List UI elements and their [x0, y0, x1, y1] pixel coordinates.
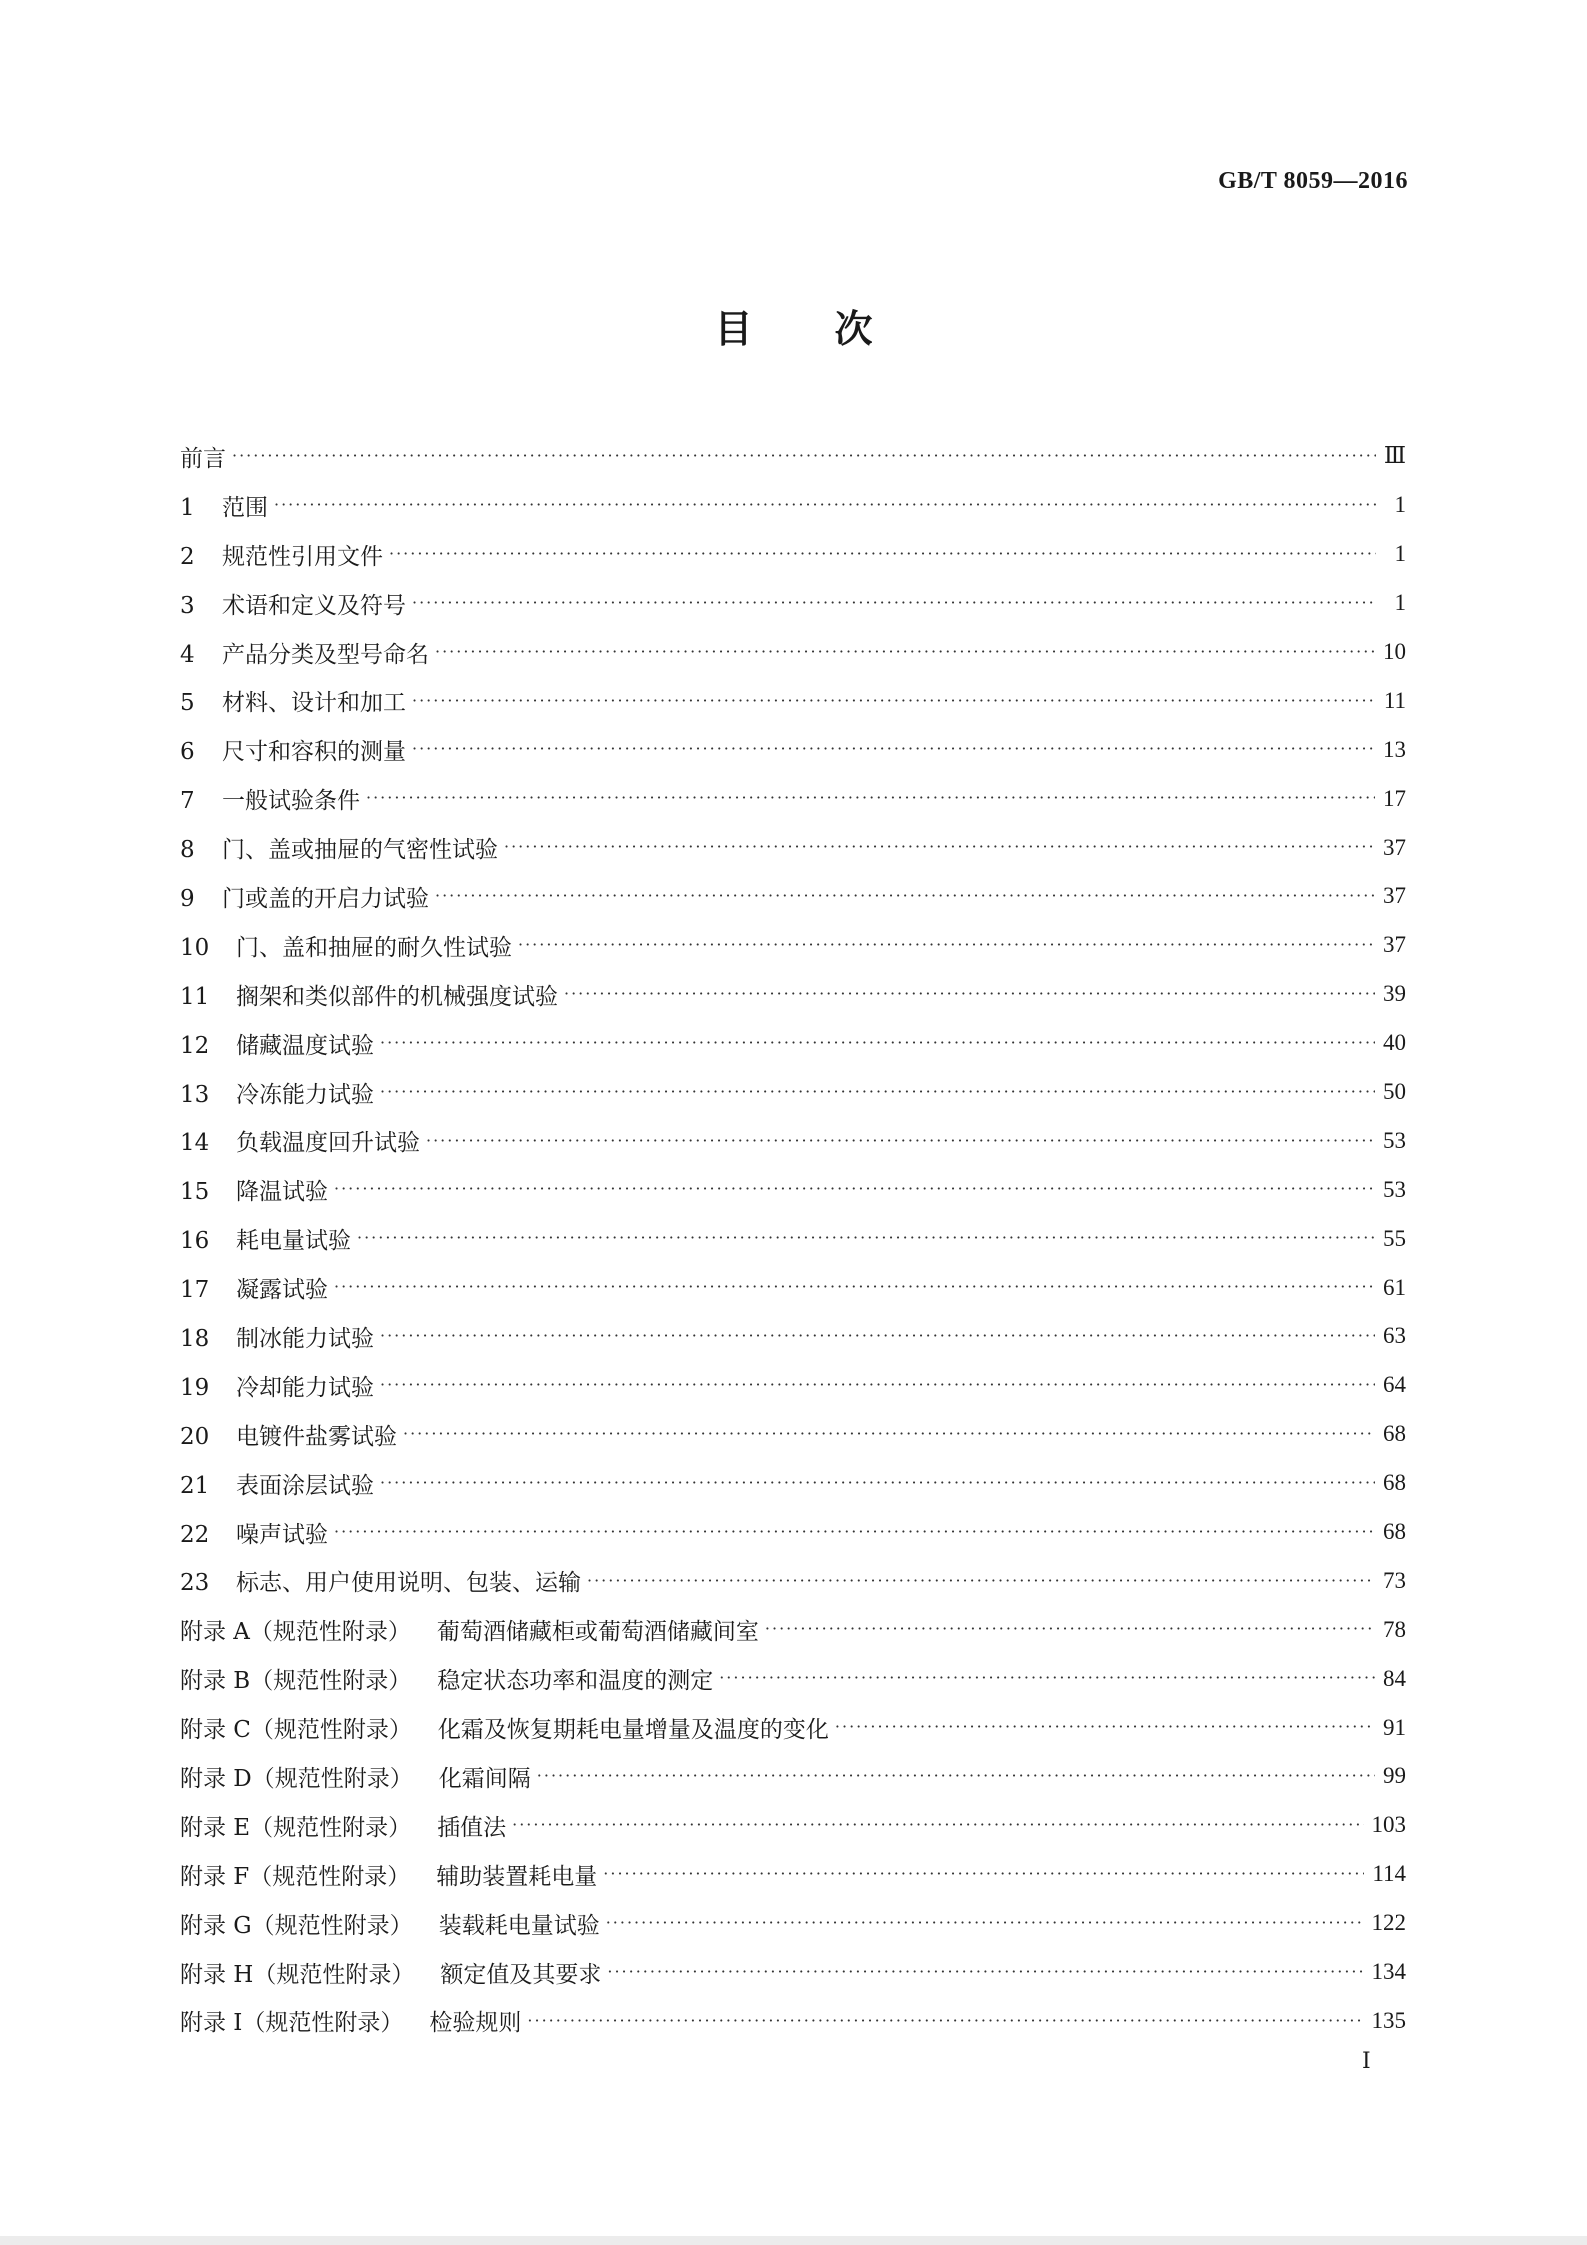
toc-section-number: 14 — [180, 1130, 210, 1157]
toc-entry[interactable] — [180, 1997, 1406, 2046]
toc-section-title: 搁架和类似部件的机械强度试验 — [236, 983, 558, 1010]
toc-entry-label — [180, 1564, 587, 1597]
toc-page-number: 53 — [1383, 1176, 1406, 1202]
toc-entry[interactable] — [180, 774, 1406, 823]
toc-page-number: 63 — [1383, 1323, 1406, 1349]
toc-entry[interactable] — [180, 1459, 1406, 1508]
toc-entry[interactable] — [180, 1556, 1406, 1605]
toc-entry[interactable] — [180, 1116, 1406, 1165]
toc-leader-dots — [606, 1913, 1364, 1934]
toc-entry-label — [180, 1662, 719, 1695]
toc-entry[interactable] — [180, 823, 1406, 872]
toc-section-number: 10 — [180, 934, 210, 961]
toc-section-title: 稳定状态功率和温度的测定 — [437, 1668, 714, 1695]
toc-page-number: 122 — [1371, 1910, 1406, 1936]
toc-leader-dots — [504, 837, 1375, 858]
toc-section-title: 凝露试验 — [236, 1277, 328, 1304]
toc-section-title: 规范性引用文件 — [222, 543, 383, 570]
toc-section-title: 术语和定义及符号 — [222, 592, 406, 619]
toc-page-number: 134 — [1371, 1959, 1406, 1985]
table-of-contents — [180, 432, 1406, 2045]
toc-section-title: 降温试验 — [236, 1179, 328, 1206]
toc-entry-label — [180, 1124, 426, 1157]
toc-entry[interactable] — [180, 579, 1406, 628]
toc-section-number: 8 — [180, 837, 195, 864]
toc-entry-label — [180, 489, 274, 522]
toc-entry-label — [180, 1858, 603, 1891]
toc-entry-label — [180, 1760, 537, 1793]
toc-leader-dots — [587, 1571, 1375, 1592]
toc-entry[interactable] — [180, 481, 1406, 530]
toc-leader-dots — [274, 495, 1376, 516]
toc-leader-dots — [412, 739, 1375, 760]
toc-section-title: 门、盖或抽屉的气密性试验 — [222, 837, 498, 864]
toc-entry-label — [180, 1418, 403, 1451]
toc-section-title: 前言 — [180, 445, 226, 472]
toc-appendix-number: 附录 A（规范性附录） — [180, 1619, 411, 1646]
toc-leader-dots — [366, 788, 1375, 809]
toc-entry[interactable] — [180, 1654, 1406, 1703]
toc-page-number: 135 — [1371, 2007, 1406, 2033]
toc-section-title: 一般试验条件 — [222, 788, 360, 815]
toc-page-number: 68 — [1383, 1470, 1406, 1496]
toc-leader-dots — [603, 1864, 1364, 1885]
toc-entry-label — [180, 782, 366, 815]
toc-leader-dots — [380, 1375, 1375, 1396]
toc-page-number: 1 — [1394, 590, 1406, 616]
toc-entry-label — [180, 1907, 606, 1940]
toc-entry-label — [180, 1467, 380, 1500]
toc-entry[interactable] — [180, 725, 1406, 774]
toc-entry-label — [180, 1809, 512, 1842]
toc-section-title: 储藏温度试验 — [236, 1032, 374, 1059]
toc-entry-label — [180, 1369, 380, 1402]
toc-leader-dots — [380, 1082, 1375, 1103]
toc-entry[interactable] — [180, 628, 1406, 677]
toc-entry-label — [180, 1613, 765, 1646]
toc-leader-dots — [389, 544, 1376, 565]
toc-leader-dots — [403, 1424, 1375, 1445]
toc-appendix-number: 附录 G（规范性附录） — [180, 1912, 413, 1939]
toc-section-title: 制冰能力试验 — [236, 1325, 374, 1352]
toc-entry[interactable] — [180, 1850, 1406, 1899]
toc-page-number: 68 — [1383, 1421, 1406, 1447]
toc-page-number: 1 — [1394, 541, 1406, 567]
toc-entry[interactable] — [180, 1361, 1406, 1410]
toc-entry-label — [180, 587, 412, 620]
toc-leader-dots — [232, 446, 1376, 467]
toc-section-title: 尺寸和容积的测量 — [222, 739, 406, 766]
toc-leader-dots — [564, 984, 1375, 1005]
page-number: Ⅰ — [1362, 2048, 1371, 2073]
toc-entry-label — [180, 636, 435, 669]
toc-entry[interactable] — [180, 1703, 1406, 1752]
toc-section-title: 插值法 — [437, 1814, 507, 1841]
toc-section-number: 21 — [180, 1472, 210, 1499]
toc-section-title: 门或盖的开启力试验 — [222, 885, 429, 912]
toc-leader-dots — [765, 1619, 1375, 1640]
toc-leader-dots — [380, 1033, 1375, 1054]
toc-section-title: 噪声试验 — [236, 1521, 328, 1548]
toc-section-title: 装载耗电量试验 — [438, 1912, 600, 1939]
toc-section-title: 葡萄酒储藏柜或葡萄酒储藏间室 — [436, 1619, 759, 1646]
toc-leader-dots — [334, 1522, 1375, 1543]
toc-section-title: 产品分类及型号命名 — [222, 641, 429, 668]
toc-page-number: 1 — [1394, 492, 1406, 518]
toc-leader-dots — [512, 1815, 1363, 1836]
toc-page-number: 10 — [1383, 639, 1406, 664]
toc-page-number: 40 — [1383, 1030, 1406, 1056]
toc-entry[interactable] — [180, 676, 1406, 725]
toc-entry-label — [180, 1516, 334, 1549]
toc-entry[interactable] — [180, 1508, 1406, 1557]
toc-page-number: 37 — [1383, 834, 1406, 860]
toc-entry-label — [180, 440, 232, 473]
toc-page-number: 13 — [1383, 736, 1406, 762]
toc-page-number: 50 — [1383, 1079, 1406, 1105]
toc-page-number: 64 — [1383, 1372, 1406, 1398]
toc-page-number: 39 — [1383, 981, 1406, 1007]
toc-section-number: 20 — [180, 1423, 210, 1450]
toc-leader-dots — [607, 1962, 1363, 1983]
toc-section-title: 额定值及其要求 — [440, 1961, 602, 1988]
toc-leader-dots — [412, 593, 1376, 614]
toc-entry-label — [180, 1956, 607, 1989]
toc-leader-dots — [435, 886, 1375, 907]
toc-leader-dots — [719, 1668, 1375, 1689]
toc-page-number: 37 — [1383, 883, 1406, 909]
toc-entry[interactable] — [180, 872, 1406, 921]
toc-page-number: 99 — [1383, 1763, 1406, 1789]
toc-page-number: 114 — [1372, 1861, 1406, 1887]
toc-leader-dots — [426, 1131, 1375, 1152]
toc-section-number: 9 — [180, 885, 195, 912]
toc-leader-dots — [334, 1277, 1375, 1298]
toc-entry[interactable] — [180, 1214, 1406, 1263]
toc-section-title: 化霜及恢复期耗电量增量及温度的变化 — [437, 1717, 829, 1744]
toc-page-number: 37 — [1383, 932, 1406, 958]
toc-entry[interactable] — [180, 1752, 1406, 1801]
toc-entry[interactable] — [180, 1165, 1406, 1214]
toc-section-number: 4 — [180, 641, 195, 668]
toc-section-title: 冷却能力试验 — [236, 1374, 374, 1401]
toc-entry[interactable] — [180, 1263, 1406, 1312]
toc-leader-dots — [412, 691, 1376, 712]
toc-section-number: 18 — [180, 1325, 210, 1352]
toc-leader-dots — [380, 1473, 1375, 1494]
toc-section-number: 6 — [180, 739, 195, 766]
toc-page-number: 73 — [1383, 1567, 1406, 1593]
toc-entry-label — [180, 1320, 380, 1353]
toc-leader-dots — [334, 1179, 1375, 1200]
toc-entry-label — [180, 1271, 334, 1304]
bottom-edge — [0, 2236, 1587, 2245]
toc-entry[interactable] — [180, 1410, 1406, 1459]
toc-page-number: 68 — [1383, 1519, 1406, 1545]
toc-entry-label — [180, 831, 504, 864]
toc-entry-label — [180, 1027, 380, 1060]
toc-page-number: 53 — [1383, 1127, 1406, 1153]
toc-page-number: Ⅲ — [1383, 443, 1406, 469]
toc-section-number: 3 — [180, 592, 195, 619]
toc-entry-label — [180, 1173, 334, 1206]
toc-entry-label — [180, 978, 564, 1011]
toc-entry[interactable] — [180, 530, 1406, 579]
page-title: 目次 — [714, 307, 955, 351]
toc-leader-dots — [380, 1326, 1375, 1347]
toc-appendix-number: 附录 D（规范性附录） — [180, 1765, 413, 1792]
toc-entry[interactable] — [180, 1801, 1406, 1850]
toc-entry[interactable] — [180, 1019, 1406, 1068]
toc-appendix-number: 附录 E（规范性附录） — [180, 1814, 412, 1841]
toc-section-title: 表面涂层试验 — [236, 1472, 374, 1499]
toc-section-number: 11 — [180, 983, 210, 1010]
toc-section-number: 1 — [180, 494, 195, 521]
toc-section-number: 5 — [180, 690, 195, 717]
toc-section-title: 范围 — [222, 494, 268, 521]
toc-section-number: 13 — [180, 1081, 210, 1108]
toc-entry[interactable] — [180, 1312, 1406, 1361]
toc-leader-dots — [835, 1717, 1375, 1738]
toc-entry-label — [180, 538, 389, 571]
toc-page-number: 55 — [1383, 1225, 1406, 1251]
toc-entry-label — [180, 929, 518, 962]
toc-section-title: 化霜间隔 — [438, 1765, 531, 1792]
toc-appendix-number: 附录 H（规范性附录） — [180, 1961, 415, 1988]
toc-section-number: 7 — [180, 788, 195, 815]
toc-section-title: 材料、设计和加工 — [222, 690, 406, 717]
toc-section-title: 标志、用户使用说明、包装、运输 — [236, 1570, 581, 1597]
toc-section-number: 2 — [180, 543, 195, 570]
toc-section-number: 23 — [180, 1570, 210, 1597]
toc-page-number: 61 — [1383, 1274, 1406, 1300]
standard-number: GB/T 8059—2016 — [1218, 168, 1408, 194]
toc-page-number: 91 — [1383, 1714, 1406, 1740]
toc-section-number: 16 — [180, 1228, 210, 1255]
toc-section-title: 辅助装置耗电量 — [436, 1863, 598, 1890]
toc-leader-dots — [518, 935, 1375, 956]
toc-section-title: 耗电量试验 — [236, 1228, 351, 1255]
toc-entry-label — [180, 880, 435, 913]
toc-page-number: 78 — [1383, 1616, 1406, 1642]
toc-entry-label — [180, 2004, 527, 2037]
toc-leader-dots — [527, 2011, 1363, 2032]
toc-section-title: 负载温度回升试验 — [236, 1130, 420, 1157]
toc-section-number: 12 — [180, 1032, 210, 1059]
toc-appendix-number: 附录 C（规范性附录） — [180, 1717, 412, 1744]
toc-appendix-number: 附录 B（规范性附录） — [180, 1668, 412, 1695]
toc-section-number: 15 — [180, 1179, 210, 1206]
toc-entry[interactable] — [180, 432, 1406, 481]
toc-section-number: 17 — [180, 1277, 210, 1304]
toc-entry[interactable] — [180, 1068, 1406, 1117]
toc-section-number: 19 — [180, 1374, 210, 1401]
toc-entry-label — [180, 1076, 380, 1109]
toc-entry-label — [180, 684, 412, 717]
toc-page-number: 11 — [1383, 687, 1406, 713]
toc-page-number: 103 — [1371, 1812, 1406, 1838]
toc-section-title: 冷冻能力试验 — [236, 1081, 374, 1108]
toc-entry[interactable] — [180, 921, 1406, 970]
toc-section-title: 电镀件盐雾试验 — [236, 1423, 397, 1450]
toc-entry[interactable] — [180, 1948, 1406, 1997]
toc-leader-dots — [435, 642, 1375, 663]
toc-entry[interactable] — [180, 970, 1406, 1019]
toc-entry-label — [180, 1222, 357, 1255]
toc-page-number: 84 — [1383, 1665, 1406, 1691]
toc-appendix-number: 附录 I（规范性附录） — [180, 2010, 404, 2037]
toc-appendix-number: 附录 F（规范性附录） — [180, 1863, 411, 1890]
toc-section-number: 22 — [180, 1521, 210, 1548]
toc-page-number: 17 — [1383, 785, 1406, 811]
toc-entry[interactable] — [180, 1605, 1406, 1654]
toc-leader-dots — [357, 1228, 1375, 1249]
toc-entry[interactable] — [180, 1899, 1406, 1948]
toc-entry-label — [180, 1711, 835, 1744]
toc-leader-dots — [537, 1766, 1375, 1787]
toc-entry-label — [180, 733, 412, 766]
toc-section-title: 门、盖和抽屉的耐久性试验 — [236, 934, 512, 961]
toc-section-title: 检验规则 — [429, 2010, 522, 2037]
